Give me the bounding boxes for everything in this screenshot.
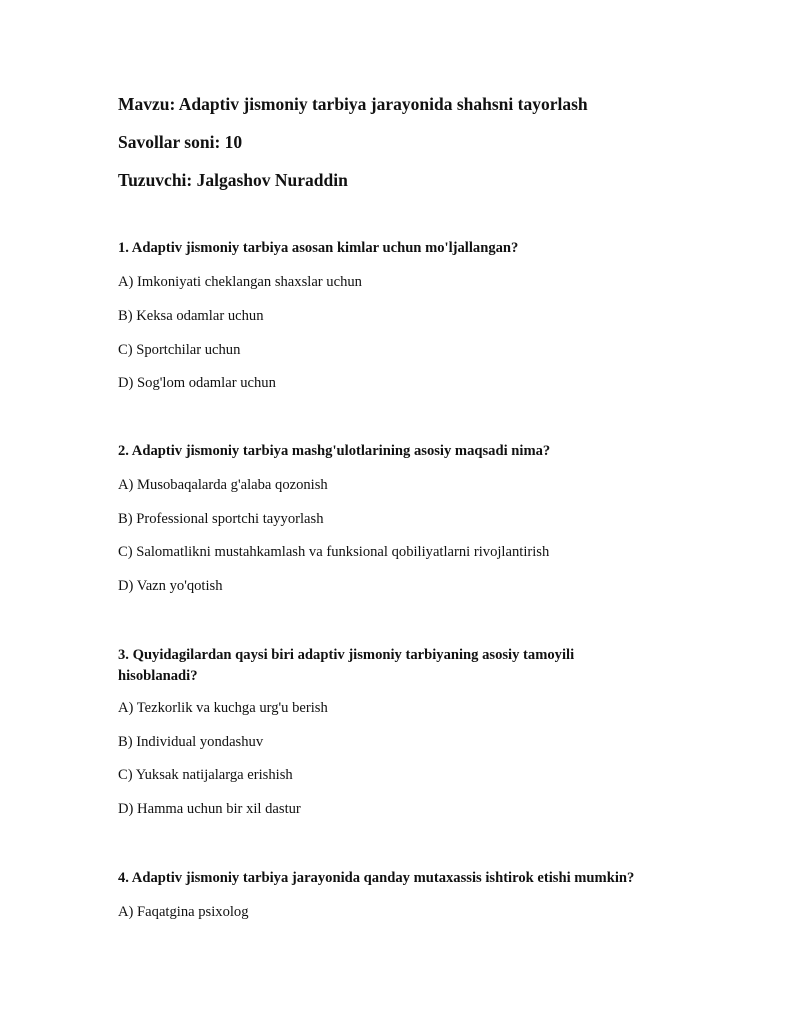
question-2-option-a: A) Musobaqalarda g'alaba qozonish: [118, 477, 328, 493]
topic-heading: Mavzu: Adaptiv jismoniy tarbiya jarayonida shahsni tayorlash: [118, 94, 588, 114]
question-1: 1. Adaptiv jismoniy tarbiya asosan kimlar uchun mo'ljallangan?: [118, 240, 519, 256]
question-3-option-d: D) Hamma uchun bir xil dastur: [118, 801, 301, 817]
question-3-option-b: B) Individual yondashuv: [118, 734, 264, 750]
question-1-option-b: B) Keksa odamlar uchun: [118, 308, 264, 324]
question-1-option-d: D) Sog'lom odamlar uchun: [118, 375, 276, 391]
question-2-option-b: B) Professional sportchi tayyorlash: [118, 511, 324, 527]
question-3-option-a: A) Tezkorlik va kuchga urg'u berish: [118, 700, 328, 716]
question-4-option-a: A) Faqatgina psixolog: [118, 904, 249, 920]
author-heading: Tuzuvchi: Jalgashov Nuraddin: [118, 170, 348, 190]
question-1-option-c: C) Sportchilar uchun: [118, 342, 241, 358]
question-4: 4. Adaptiv jismoniy tarbiya jarayonida qanday mutaxassis ishtirok etishi mumkin?: [118, 870, 635, 886]
question-3-option-c: C) Yuksak natijalarga erishish: [118, 767, 293, 783]
question-2: 2. Adaptiv jismoniy tarbiya mashg'ulotlarining asosiy maqsadi nima?: [118, 443, 551, 459]
question-2-option-c: C) Salomatlikni mustahkamlash va funksional qobiliyatlarni rivojlantirish: [118, 544, 550, 560]
question-2-option-d: D) Vazn yo'qotish: [118, 578, 223, 594]
question-3: 3. Quyidagilardan qaysi biri adaptiv jismoniy tarbiyaning asosiy tamoyili hisoblanadi?: [118, 647, 575, 684]
question-count-heading: Savollar soni: 10: [118, 132, 243, 152]
question-1-option-a: A) Imkoniyati cheklangan shaxslar uchun: [118, 274, 362, 290]
